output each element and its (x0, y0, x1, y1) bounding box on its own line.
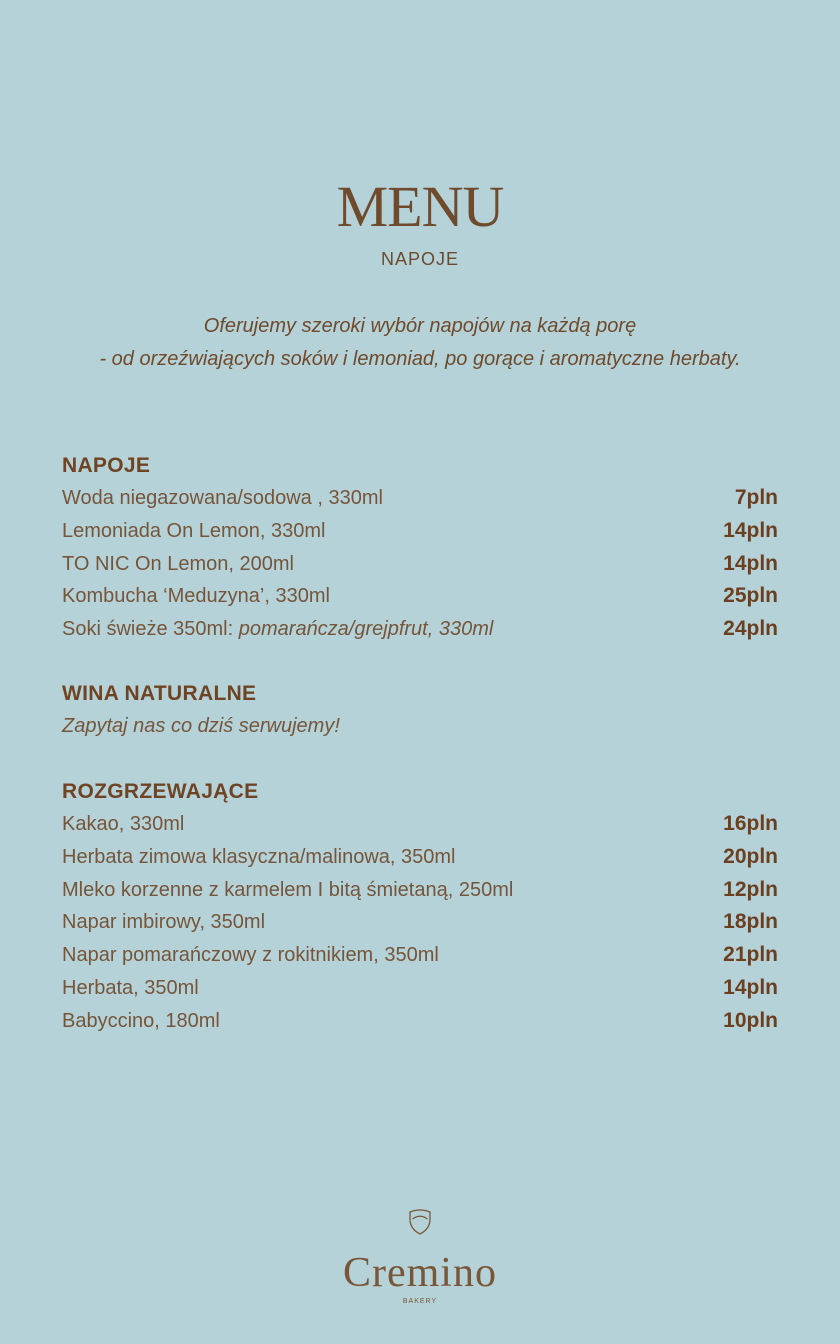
item-name: Napar pomarańczowy z rokitnikiem, 350ml (62, 944, 439, 967)
item-price: 14pln (723, 551, 778, 575)
item-name: Mleko korzenne z karmelem I bitą śmietaną, 250ml (62, 878, 514, 901)
menu-item (62, 841, 778, 874)
item-price: 14pln (723, 975, 778, 999)
item-price: 12pln (723, 877, 778, 901)
menu-item (62, 482, 778, 515)
item-name: Kakao, 330ml (62, 813, 185, 835)
item-name: Babyccino, 180ml (62, 1009, 220, 1032)
section-title: ROZGRZEWAJĄCE (62, 780, 259, 803)
brand-logo (0, 1208, 840, 1305)
menu-item (62, 515, 778, 548)
item-name: Herbata, 350ml (62, 976, 199, 999)
section-wina-naturalne (62, 677, 778, 743)
item-price: 21pln (723, 943, 778, 967)
item-name: Herbata zimowa klasyczna/malinowa, 350ml (62, 845, 456, 868)
menu-item (62, 548, 778, 581)
page-title: MENU (336, 174, 504, 239)
item-name: Kombucha ‘Meduzyna’, 330ml (62, 585, 330, 608)
item-price: 18pln (723, 910, 778, 934)
brand-name: Cremino (343, 1250, 497, 1296)
item-price: 7pln (734, 486, 778, 509)
intro-line: Oferujemy szeroki wybór napojów na każdą porę (203, 315, 637, 337)
intro-text (0, 310, 840, 376)
menu-item (62, 874, 778, 907)
menu-item (62, 939, 778, 972)
item-name: Soki świeże 350ml: (62, 618, 239, 641)
item-price: 20pln (723, 844, 778, 868)
section-rozgrzewajace (62, 775, 778, 1038)
menu-item (62, 613, 778, 646)
item-name-wrap (62, 613, 493, 646)
shield-icon (407, 1208, 433, 1241)
menu-item (62, 580, 778, 613)
item-price: 14pln (723, 518, 778, 542)
section-napoje (62, 449, 778, 646)
item-name: Napar imbirowy, 350ml (62, 911, 266, 934)
brand-tagline: BAKERY (402, 1298, 438, 1305)
item-name-italic: pomarańcza/grejpfrut, 330ml (238, 618, 494, 641)
item-price: 16pln (723, 812, 778, 835)
page-subtitle: NAPOJE (380, 249, 460, 269)
item-price: 10pln (723, 1008, 778, 1032)
menu-item (62, 906, 778, 939)
menu-item (62, 972, 778, 1005)
item-name: Lemoniada On Lemon, 330ml (62, 519, 326, 542)
section-title: WINA NATURALNE (62, 682, 257, 705)
item-name: TO NIC On Lemon, 200ml (62, 552, 294, 575)
intro-line: - od orzeźwiających soków i lemoniad, po gorące i aromatyczne herbaty. (99, 348, 741, 370)
item-price: 25pln (723, 584, 778, 608)
item-price: 24pln (723, 617, 778, 641)
section-note: Zapytaj nas co dziś serwujemy! (62, 715, 340, 737)
item-name: Woda niegazowana/sodowa , 330ml (62, 487, 383, 509)
section-title: NAPOJE (62, 454, 151, 477)
menu-item (62, 1005, 778, 1038)
menu-item (62, 808, 778, 841)
